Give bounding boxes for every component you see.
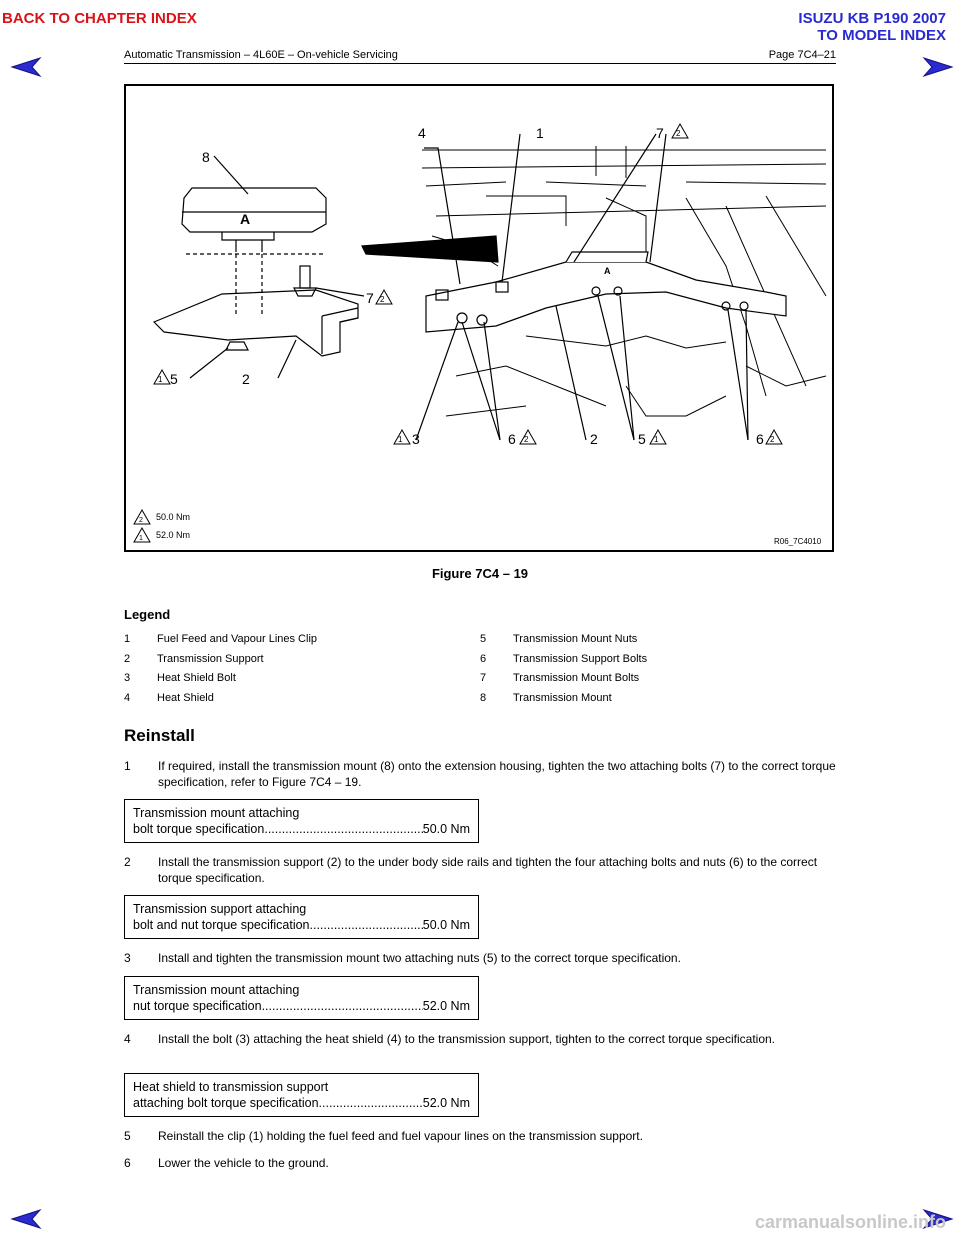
marker-5-left: 1 xyxy=(158,375,163,384)
torque-spec-box: Heat shield to transmission support attaching bolt torque specification ..... 52.0 Nm xyxy=(124,1073,479,1117)
svg-text:2: 2 xyxy=(139,517,143,524)
to-model-index[interactable]: TO MODEL INDEX xyxy=(817,27,946,44)
callout-8: 8 xyxy=(202,149,210,165)
callout-7-right: 7 xyxy=(656,125,664,141)
callout-5-right: 5 xyxy=(638,431,646,447)
section-title: Reinstall xyxy=(124,726,195,745)
header-page-number: Page 7C4–21 xyxy=(768,49,836,61)
step-3: 3 Install and tighten the transmission mount two attaching nuts (5) to the correct torque specification. xyxy=(124,951,681,965)
legend-item: 6 Transmission Support Bolts xyxy=(480,653,648,665)
callout-6-right: 6 xyxy=(756,431,764,447)
callout-2-left: 2 xyxy=(242,371,250,387)
legend-title: Legend xyxy=(124,607,171,622)
figure-ref-code: R06_7C4010 xyxy=(774,537,822,546)
legend-item: 5 Transmission Mount Nuts xyxy=(480,633,638,645)
legend-item: 7 Transmission Mount Bolts xyxy=(480,672,640,684)
technical-illustration xyxy=(124,84,834,552)
callout-5-left: 5 xyxy=(170,371,178,387)
legend-item: 2 Transmission Support xyxy=(124,653,264,665)
header-title: Automatic Transmission – 4L60E – On-vehicle Servicing xyxy=(124,49,398,61)
model-index-link[interactable] xyxy=(798,10,946,44)
marker-7-left: 2 xyxy=(380,295,385,304)
callout-3: 3 xyxy=(412,431,420,447)
header-rule xyxy=(124,63,836,64)
step-5: 5 Reinstall the clip (1) holding the fuel feed and fuel vapour lines on the transmission support. xyxy=(124,1129,643,1143)
watermark: carmanualsonline.info xyxy=(754,1212,946,1232)
svg-text:1: 1 xyxy=(139,535,143,542)
prev-page-arrow-bottom-icon[interactable] xyxy=(10,1208,44,1230)
step-4: 4 Install the bolt (3) attaching the heat shield (4) to the transmission support, tighten to the correct torque specification. xyxy=(124,1032,776,1046)
figure-caption: Figure 7C4 – 19 xyxy=(431,566,529,581)
transmission-support-diagram xyxy=(126,86,832,550)
step-1: 1 If required, install the transmission mount (8) onto the extension housing, tighten the two attaching bolts (7) to the correct torque specification, refer to Figure 7C4 – 19. xyxy=(124,759,836,789)
marker-6-left: 2 xyxy=(524,435,529,444)
step-2: 2 Install the transmission support (2) to the under body side rails and tighten the four attaching bolts and nuts (6) to the correct torque specification. xyxy=(124,855,818,885)
torque-spec-box: Transmission support attaching bolt and nut torque specification ..... 50.0 Nm xyxy=(124,895,479,939)
marker-3: 1 xyxy=(398,435,403,444)
callout-1: 1 xyxy=(536,125,544,141)
mount-label-a: A xyxy=(240,211,251,227)
callout-2-right: 2 xyxy=(590,431,598,447)
model-title: ISUZU KB P190 2007 xyxy=(798,10,946,27)
torque-spec-box: Transmission mount attaching nut torque specification ..... 52.0 Nm xyxy=(124,976,479,1020)
marker-6-right: 2 xyxy=(770,435,775,444)
callout-6-left: 6 xyxy=(508,431,516,447)
marker-7-right: 2 xyxy=(676,129,681,138)
next-page-arrow-icon[interactable] xyxy=(920,56,954,78)
transmission-mount-shape xyxy=(182,188,326,232)
callout-4: 4 xyxy=(418,125,426,141)
marker-5-right: 1 xyxy=(654,435,659,444)
legend-item: 8 Transmission Mount xyxy=(480,692,612,704)
callout-7-left: 7 xyxy=(366,290,374,306)
torque-key-50: 50.0 Nm xyxy=(156,512,191,522)
legend-item: 1 Fuel Feed and Vapour Lines Clip xyxy=(124,633,318,645)
support-label-a: A xyxy=(604,266,611,276)
step-6: 6 Lower the vehicle to the ground. xyxy=(124,1156,329,1170)
transmission-support-shape xyxy=(154,290,358,356)
torque-spec-box: Transmission mount attaching bolt torque specification ..... 50.0 Nm xyxy=(124,799,479,843)
legend-item: 3 Heat Shield Bolt xyxy=(124,672,236,684)
legend-item: 4 Heat Shield xyxy=(124,692,214,704)
back-to-chapter-index-link[interactable]: BACK TO CHAPTER INDEX xyxy=(2,10,197,27)
torque-key-52: 52.0 Nm xyxy=(156,530,191,540)
prev-page-arrow-icon[interactable] xyxy=(10,56,44,78)
